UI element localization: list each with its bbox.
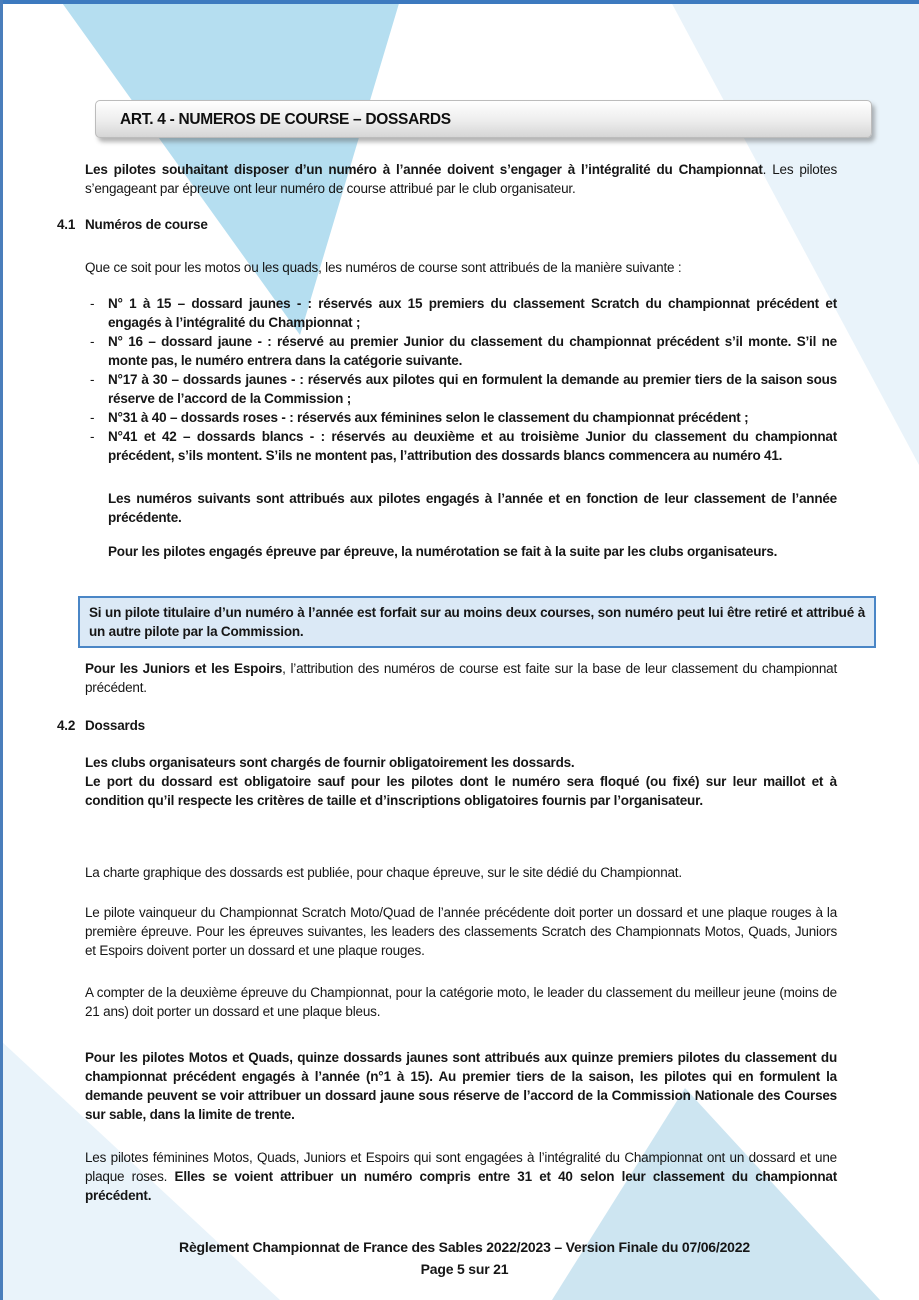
lead-paragraph: Que ce soit pour les motos ou les quads, les numéros de course sont attribués de la manière suivante : xyxy=(85,260,682,275)
notice-box xyxy=(78,596,876,648)
intro-regular-text: . Les pilotes s’engageant par épreuve ont leur numéro de course attribué par le club organisateur. xyxy=(85,162,837,196)
footer-line2: Page 5 sur 21 xyxy=(420,1261,509,1277)
paragraph-dossards-jaunes: Pour les pilotes Motos et Quads, quinze dossards jaunes sont attribués aux quinze premiers pilotes du classement du championnat précédent engagés à l’année (n°1 à 15). Au premier tiers de la saison, les pilotes qui en formulent la demande peuvent se voir attribuer un dossard jaune sous réserve de l’accord de la Commission Nationale des Courses sur sable, dans la limite de trente. xyxy=(85,1050,837,1122)
paragraph-charte-graphique: La charte graphique des dossards est publiée, pour chaque épreuve, sur le site dédié du Championnat. xyxy=(85,865,682,880)
bullet-item xyxy=(90,408,837,427)
bullet-marker: - xyxy=(90,334,95,349)
paragraph-epreuve-par-epreuve: Pour les pilotes engagés épreuve par épreuve, la numérotation se fait à la suite par les clubs organisateurs. xyxy=(108,544,778,559)
bullet-text: N° 1 à 15 – dossard jaunes - : réservés aux 15 premiers du classement Scratch du championnat précédent et engagés à l’intégralité du Championnat ; xyxy=(108,296,837,330)
section-41-title: Numéros de course xyxy=(85,217,208,232)
paragraph-numeros-suivants: Les numéros suivants sont attribués aux pilotes engagés à l’année et en fonction de leur classement de l’année précédente. xyxy=(108,491,837,525)
feminines-bold-text: Elles se voient attribuer un numéro compris entre 31 et 40 selon leur classement du championnat précédent. xyxy=(85,1169,837,1203)
bullet-text: N°31 à 40 – dossards roses - : réservés aux féminines selon le classement du championnat précédent ; xyxy=(108,410,749,425)
bullet-text: N°41 et 42 – dossards blancs - : réservés au deuxième et au troisième Junior du classement du championnat précédent, s’ils montent. S’ils ne montent pas, l’attribution des dossards blancs commencera au numéro 41. xyxy=(108,429,837,463)
section-42-number: 4.2 xyxy=(57,718,76,733)
bullet-item xyxy=(90,332,837,370)
bullet-marker: - xyxy=(90,296,95,311)
bullet-item xyxy=(90,294,837,332)
paragraph-clubs-dossards: Les clubs organisateurs sont chargés de fournir obligatoirement les dossards. xyxy=(85,755,575,770)
article-header-bar xyxy=(95,100,872,138)
section-41-heading xyxy=(57,215,837,234)
paragraph-feminines xyxy=(85,1148,837,1205)
paragraph-vainqueur-scratch: Le pilote vainqueur du Championnat Scratch Moto/Quad de l’année précédente doit porter un dossard et une plaque rouges à la première épreuve. Pour les épreuves suivantes, les leaders des classements Scratch des Championnats Motos, Quads, Juniors et Espoirs doivent porter un dossard et une plaque rouges. xyxy=(85,905,837,958)
bullet-item xyxy=(90,427,837,484)
bullet-marker: - xyxy=(90,429,95,444)
bullet-marker: - xyxy=(90,372,95,387)
footer-line1: Règlement Championnat de France des Sables 2022/2023 – Version Finale du 07/06/2022 xyxy=(179,1239,750,1255)
paragraph-juniors-espoirs xyxy=(85,659,837,697)
paragraph-meilleur-jeune: A compter de la deuxième épreuve du Championnat, pour la catégorie moto, le leader du classement du meilleur jeune (moins de 21 ans) doit porter un dossard et une plaque bleus. xyxy=(85,985,837,1019)
bullet-marker: - xyxy=(90,410,95,425)
intro-paragraph xyxy=(85,160,837,198)
section-41-number: 4.1 xyxy=(57,217,76,232)
feminines-regular-text: Les pilotes féminines Motos, Quads, Juniors et Espoirs qui sont engagées à l’intégralité du Championnat ont un dossard et une plaque roses. xyxy=(85,1150,837,1184)
article-title: ART. 4 - NUMEROS DE COURSE – DOSSARDS xyxy=(120,110,451,128)
paragraph-port-dossard: Le port du dossard est obligatoire sauf pour les pilotes dont le numéro sera floqué (ou fixé) sur leur maillot et à condition qu’il respecte les critères de taille et d’inscriptions obligatoires fournis par l’organisateur. xyxy=(85,774,837,808)
page-footer xyxy=(57,1236,872,1280)
juniors-bold-text: Pour les Juniors et les Espoirs xyxy=(85,661,283,676)
section-42-title: Dossards xyxy=(85,718,145,733)
juniors-regular-text: , l’attribution des numéros de course est faite sur la base de leur classement du championnat précédent. xyxy=(85,661,837,695)
bullet-item xyxy=(90,370,837,408)
section-42-heading xyxy=(57,716,837,735)
notice-text: Si un pilote titulaire d’un numéro à l’année est forfait sur au moins deux courses, son numéro peut lui être retiré et attribué à un autre pilote par la Commission. xyxy=(89,605,865,639)
intro-bold-text: Les pilotes souhaitant disposer d’un numéro à l’année doivent s’engager à l’intégralité du Championnat xyxy=(85,162,763,177)
bullet-text: N°17 à 30 – dossards jaunes - : réservés aux pilotes qui en formulent la demande au premier tiers de la saison sous réserve de l’accord de la Commission ; xyxy=(108,372,837,406)
numbering-bullet-list xyxy=(85,294,837,484)
bullet-text: N° 16 – dossard jaune - : réservé au premier Junior du classement du championnat précédent s’il monte. S’il ne monte pas, le numéro entrera dans la catégorie suivante. xyxy=(108,334,837,368)
